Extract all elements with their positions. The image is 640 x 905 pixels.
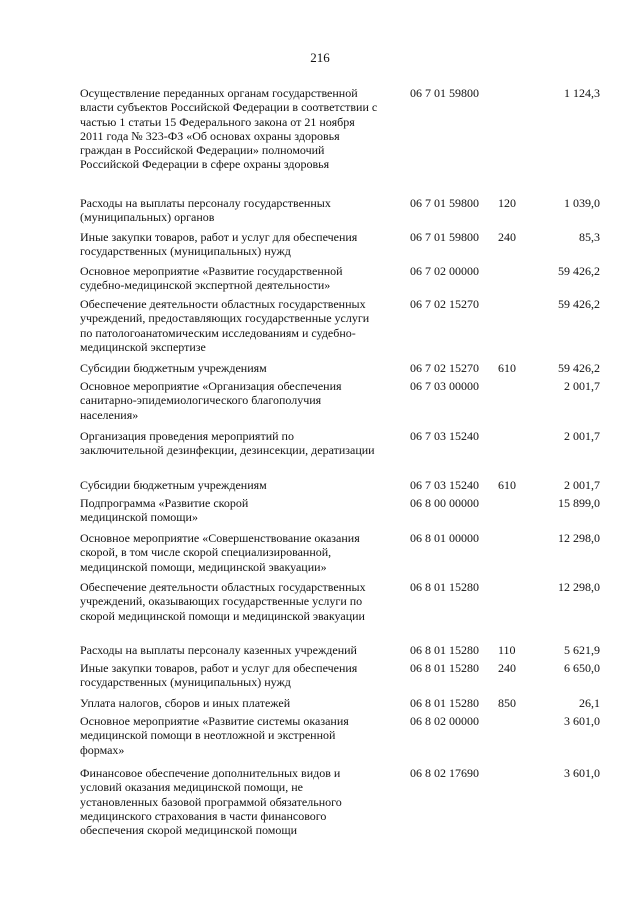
table-row	[80, 379, 600, 422]
row-description: Основное мероприятие «Развитие государственной судебно-медицинской экспертной деятельности»	[80, 264, 343, 293]
row-amount: 1 124,3	[564, 86, 600, 100]
table-row	[80, 361, 600, 375]
row-description: Обеспечение деятельности областных государственных учреждений, предоставляющих государственные услуги по патологоанатомическим исследованиям и судебно-медицинской экспертизе	[80, 297, 370, 354]
row-code: 06 7 02 00000	[410, 264, 479, 278]
row-expense-type: 850	[498, 696, 516, 710]
row-description: Подпрограмма «Развитие скорой медицинской помощи»	[80, 496, 249, 525]
row-code: 06 8 01 15280	[410, 643, 479, 657]
table-row	[80, 531, 600, 574]
row-amount: 12 298,0	[558, 580, 600, 594]
row-description: Расходы на выплаты персоналу казенных учреждений	[80, 643, 357, 657]
table-row	[80, 643, 600, 657]
row-amount: 2 001,7	[564, 379, 600, 393]
page-number: 216	[310, 50, 330, 65]
row-expense-type: 120	[498, 196, 516, 210]
row-code: 06 7 03 15240	[410, 429, 479, 443]
table-row	[80, 429, 600, 458]
table-row	[80, 478, 600, 492]
row-amount: 5 621,9	[564, 643, 600, 657]
row-amount: 6 650,0	[564, 661, 600, 675]
row-description: Уплата налогов, сборов и иных платежей	[80, 696, 291, 710]
row-description: Осуществление переданных органам государственной власти субъектов Российской Федерации в соответствии с частью 1 статьи 15 Федерального закона от 21 ноября 2011 года № 323-ФЗ «Об основах охраны здоровья граждан в Российской Федерации» полномочий Российской Федерации в сфере охраны здоровья	[80, 86, 378, 172]
row-amount: 15 899,0	[558, 496, 600, 510]
table-row	[80, 264, 600, 293]
row-amount: 85,3	[579, 230, 600, 244]
row-amount: 26,1	[579, 696, 600, 710]
row-expense-type: 240	[498, 230, 516, 244]
row-description: Иные закупки товаров, работ и услуг для обеспечения государственных (муниципальных) нужд	[80, 661, 358, 690]
row-description: Организация проведения мероприятий по заключительной дезинфекции, дезинсекции, дератизации	[80, 429, 375, 458]
table-row	[80, 86, 600, 172]
row-description: Иные закупки товаров, работ и услуг для обеспечения государственных (муниципальных) нужд	[80, 230, 358, 259]
row-code: 06 8 02 17690	[410, 766, 479, 780]
row-code: 06 8 01 15280	[410, 661, 479, 675]
row-expense-type: 610	[498, 361, 516, 375]
row-amount: 3 601,0	[564, 714, 600, 728]
row-amount: 12 298,0	[558, 531, 600, 545]
row-description: Субсидии бюджетным учреждениям	[80, 478, 267, 492]
row-code: 06 8 01 00000	[410, 531, 479, 545]
table-row	[80, 230, 600, 259]
row-expense-type: 240	[498, 661, 516, 675]
row-code: 06 7 01 59800	[410, 196, 479, 210]
row-amount: 1 039,0	[564, 196, 600, 210]
row-description: Основное мероприятие «Организация обеспечения санитарно-эпидемиологического благополучия населения»	[80, 379, 342, 422]
row-description: Основное мероприятие «Развитие системы оказания медицинской помощи в неотложной и экстренной формах»	[80, 714, 349, 757]
row-description: Расходы на выплаты персоналу государственных (муниципальных) органов	[80, 196, 331, 225]
row-code: 06 7 02 15270	[410, 361, 479, 375]
table-row	[80, 580, 600, 623]
row-code: 06 8 02 00000	[410, 714, 479, 728]
table-row	[80, 496, 600, 525]
row-amount: 59 426,2	[558, 361, 600, 375]
row-code: 06 7 02 15270	[410, 297, 479, 311]
row-description: Обеспечение деятельности областных государственных учреждений, оказывающих государственные услуги по скорой медицинской помощи и медицинской эвакуации	[80, 580, 366, 623]
row-description: Субсидии бюджетным учреждениям	[80, 361, 267, 375]
row-code: 06 7 03 00000	[410, 379, 479, 393]
row-amount: 2 001,7	[564, 478, 600, 492]
row-code: 06 7 01 59800	[410, 230, 479, 244]
table-row	[80, 714, 600, 757]
table-row	[80, 696, 600, 710]
table-row	[80, 196, 600, 225]
row-amount: 2 001,7	[564, 429, 600, 443]
row-code: 06 8 00 00000	[410, 496, 479, 510]
table-row	[80, 297, 600, 354]
budget-table	[80, 86, 600, 838]
row-expense-type: 610	[498, 478, 516, 492]
table-row	[80, 661, 600, 690]
row-code: 06 7 03 15240	[410, 478, 479, 492]
row-amount: 59 426,2	[558, 264, 600, 278]
row-code: 06 8 01 15280	[410, 696, 479, 710]
row-amount: 59 426,2	[558, 297, 600, 311]
row-description: Финансовое обеспечение дополнительных видов и условий оказания медицинской помощи, не установленных базовой программой обязательного медицинского страхования в части финансового обеспечения скорой медицинской помощи	[80, 766, 342, 838]
row-amount: 3 601,0	[564, 766, 600, 780]
row-code: 06 7 01 59800	[410, 86, 479, 100]
row-expense-type: 110	[498, 643, 516, 657]
row-description: Основное мероприятие «Совершенствование оказания скорой, в том числе скорой специализированной, медицинской помощи, медицинской эвакуации»	[80, 531, 360, 574]
row-code: 06 8 01 15280	[410, 580, 479, 594]
table-row	[80, 766, 600, 837]
